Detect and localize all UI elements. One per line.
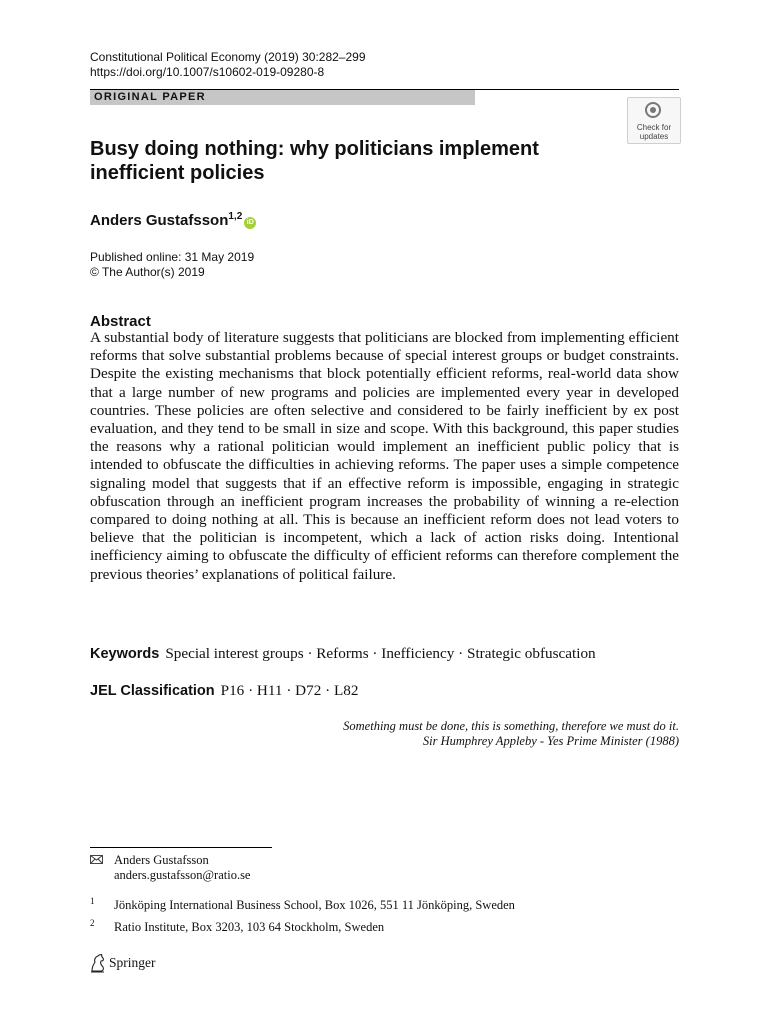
affiliation-1-number: 1	[90, 896, 95, 906]
check-for-updates-badge[interactable]	[627, 97, 681, 144]
springer-horse-icon	[89, 953, 107, 973]
paper-type-banner	[90, 89, 475, 105]
epigraph-source: Sir Humphrey Appleby - Yes Prime Minister (1988)	[422, 734, 679, 748]
copyright: © The Author(s) 2019	[90, 265, 205, 279]
epigraph	[300, 719, 679, 749]
header-rule	[475, 89, 679, 90]
footnote-rule	[90, 847, 272, 848]
abstract-body: A substantial body of literature suggests that politicians are blocked from implementing efficient reforms that solve substantial problems because of special interest groups or budget constraints. Despite the existing mechanisms that block potentially efficient reforms, real-world data show that a large number of new programs and policies are implemented every year in developed countries. These policies are often selective and considered to be fairly inefficient by ex post evaluation, and they tend to be small in size and scope. With this background, this paper studies the reasons why a rational politician would implement an inefficient public policy that is intended to obfuscate the difficulties in achieving reforms. The paper uses a simple competence signaling model that suggests that if an effective reform is impossible, engaging in strategic obfuscation through an inefficient program increases the probability of winning a re-election compared to doing nothing at all. This is because an inefficient reform does not lead voters to believe that the politician is incompetent, which a lack of action risks doing. Intentional inefficiency aiming to obfuscate the difficulty of efficient reforms can therefore complement the previous theories’ explanations of political failure.	[90, 329, 679, 583]
journal-citation: Constitutional Political Economy (2019) 30:282–299	[90, 50, 366, 64]
jel-value: P16 · H11 · D72 · L82	[220, 682, 359, 699]
author-affiliations: 1,2	[228, 211, 243, 222]
abstract-heading: Abstract	[90, 313, 151, 330]
affiliation-2-number: 2	[90, 918, 95, 928]
contact-email[interactable]: anders.gustafsson@ratio.se	[114, 868, 251, 882]
keywords-label: Keywords	[90, 646, 160, 662]
paper-type-label: ORIGINAL PAPER	[94, 91, 206, 103]
author	[90, 208, 256, 230]
doi-link[interactable]: https://doi.org/10.1007/s10602-019-09280-8	[90, 65, 325, 79]
affiliation-1: Jönköping International Business School, Box 1026, 551 11 Jönköping, Sweden	[114, 898, 515, 912]
contact-name: Anders Gustafsson	[114, 853, 209, 867]
author-name: Anders Gustafsson	[90, 212, 229, 229]
keywords	[90, 645, 679, 663]
jel-label: JEL Classification	[90, 683, 215, 699]
published-date: Published online: 31 May 2019	[90, 250, 255, 264]
check-updates-icon	[645, 102, 661, 118]
check-updates-line1: Check for	[636, 123, 672, 132]
check-updates-line2: updates	[639, 132, 669, 141]
jel-classification	[90, 682, 679, 700]
keywords-value: Special interest groups · Reforms · Inefficiency · Strategic obfuscation	[165, 645, 596, 662]
epigraph-quote: Something must be done, this is something, therefore we must do it.	[343, 719, 679, 733]
affiliation-2: Ratio Institute, Box 3203, 103 64 Stockholm, Sweden	[114, 920, 385, 934]
orcid-icon[interactable]: iD	[244, 217, 256, 229]
envelope-icon	[90, 855, 103, 864]
publisher-name: Springer	[109, 955, 156, 970]
paper-title: Busy doing nothing: why politicians implement inefficient policies	[90, 138, 539, 184]
